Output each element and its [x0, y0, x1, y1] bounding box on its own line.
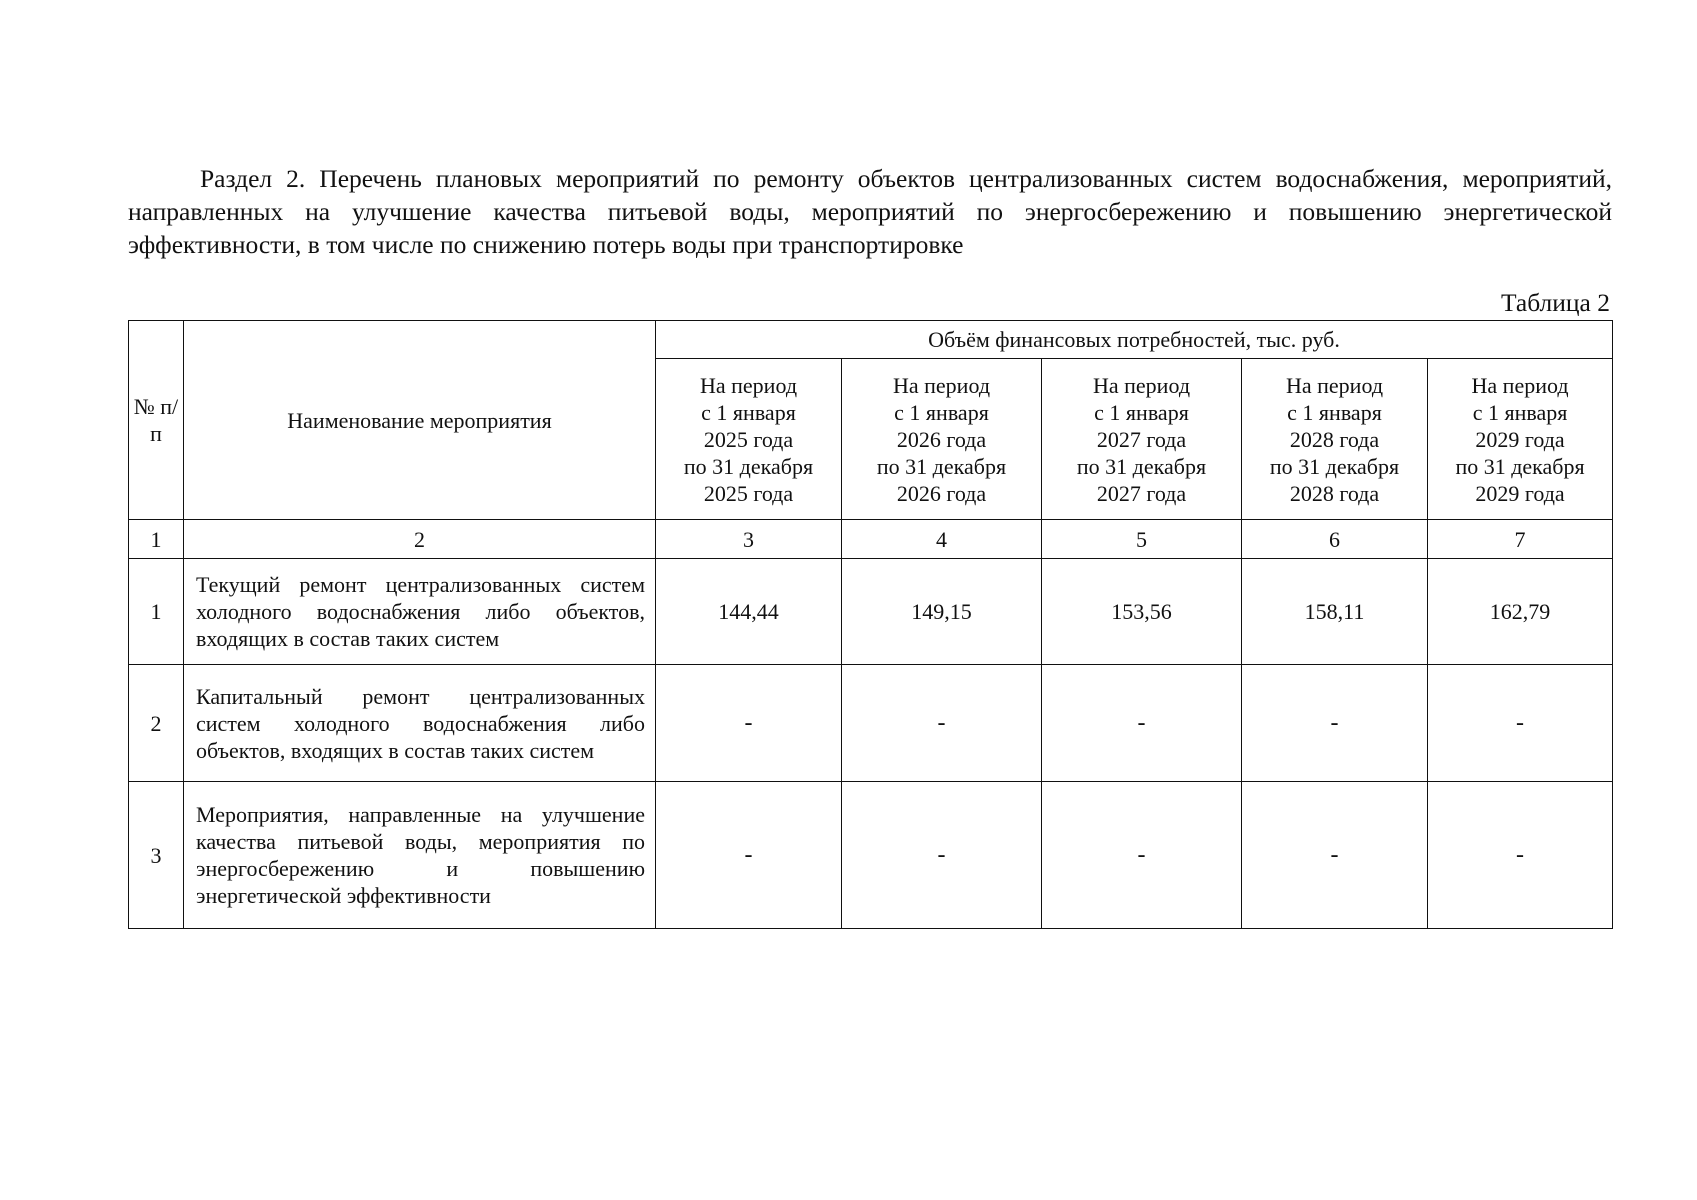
financial-needs-table [128, 320, 1613, 929]
value-cell: - [1242, 665, 1428, 782]
period-line: с 1 января [701, 399, 796, 425]
period-header-2026 [842, 359, 1042, 520]
column-number: 6 [1242, 520, 1428, 559]
period-line: 2026 года [896, 426, 987, 452]
period-header-2029 [1428, 359, 1613, 520]
column-number: 4 [842, 520, 1042, 559]
period-line: 2029 года [1475, 426, 1565, 452]
period-line: с 1 января [1472, 399, 1568, 425]
period-line: На период [1471, 372, 1569, 398]
period-line: На период [1285, 372, 1384, 398]
value-cell: - [656, 665, 842, 782]
period-line: 2027 года [1096, 426, 1187, 452]
num-column-header: № п/п [129, 321, 184, 520]
column-number: 7 [1428, 520, 1613, 559]
section-heading: Раздел 2. Перечень плановых мероприятий по ремонту объектов централизованных систем водоснабжения, мероприятий, направленных на улучшение качества питьевой воды, мероприятий по энергосбережению и повышению энергетической эффективности, в том числе по снижению потерь воды при транспортировке [128, 164, 1612, 259]
value-cell: - [842, 665, 1042, 782]
period-line: по 31 декабря [876, 453, 1007, 479]
value-cell: - [1042, 782, 1242, 929]
value-cell: 153,56 [1042, 559, 1242, 665]
value-cell: 149,15 [842, 559, 1042, 665]
period-line: с 1 января [1287, 399, 1382, 425]
column-number: 1 [129, 520, 184, 559]
period-header-2027 [1042, 359, 1242, 520]
period-line: 2026 года [896, 480, 987, 506]
table-row [129, 559, 1613, 665]
period-line: На период [892, 372, 991, 398]
table-row [129, 782, 1613, 929]
value-cell: - [656, 782, 842, 929]
period-line: 2028 года [1289, 480, 1380, 506]
period-header-2028 [1242, 359, 1428, 520]
period-line: с 1 января [1094, 399, 1189, 425]
value-cell: 158,11 [1242, 559, 1428, 665]
table-caption: Таблица 2 [1500, 288, 1610, 317]
value-cell: - [1428, 782, 1613, 929]
period-line: 2025 года [703, 480, 794, 506]
row-number: 2 [129, 665, 184, 782]
table-row [129, 665, 1613, 782]
column-number: 5 [1042, 520, 1242, 559]
value-cell: 144,44 [656, 559, 842, 665]
period-line: 2027 года [1096, 480, 1187, 506]
value-cell: 162,79 [1428, 559, 1613, 665]
period-line: по 31 декабря [1269, 453, 1400, 479]
row-number: 3 [129, 782, 184, 929]
period-line: по 31 декабря [1076, 453, 1207, 479]
activity-name: Текущий ремонт централизованных систем холодного водоснабжения либо объектов, входящих в состав таких систем [184, 559, 656, 665]
column-number: 3 [656, 520, 842, 559]
period-line: На период [1092, 372, 1191, 398]
period-line: по 31 декабря [683, 453, 814, 479]
financial-group-header: Объём финансовых потребностей, тыс. руб. [656, 321, 1613, 359]
period-header-2025 [656, 359, 842, 520]
value-cell: - [1428, 665, 1613, 782]
row-number: 1 [129, 559, 184, 665]
period-line: 2028 года [1289, 426, 1380, 452]
period-line: по 31 декабря [1455, 453, 1585, 479]
value-cell: - [842, 782, 1042, 929]
period-line: 2029 года [1475, 480, 1565, 506]
activity-name: Мероприятия, направленные на улучшение качества питьевой воды, мероприятия по энергосбережению и повышению энергетической эффективности [184, 782, 656, 929]
table-header-row [129, 321, 1613, 359]
column-number: 2 [184, 520, 656, 559]
column-number-row [129, 520, 1613, 559]
name-column-header: Наименование мероприятия [184, 321, 656, 520]
period-line: 2025 года [703, 426, 794, 452]
period-line: с 1 января [894, 399, 989, 425]
period-line: На период [699, 372, 798, 398]
value-cell: - [1242, 782, 1428, 929]
value-cell: - [1042, 665, 1242, 782]
activity-name: Капитальный ремонт централизованных систем холодного водоснабжения либо объектов, входящих в состав таких систем [184, 665, 656, 782]
